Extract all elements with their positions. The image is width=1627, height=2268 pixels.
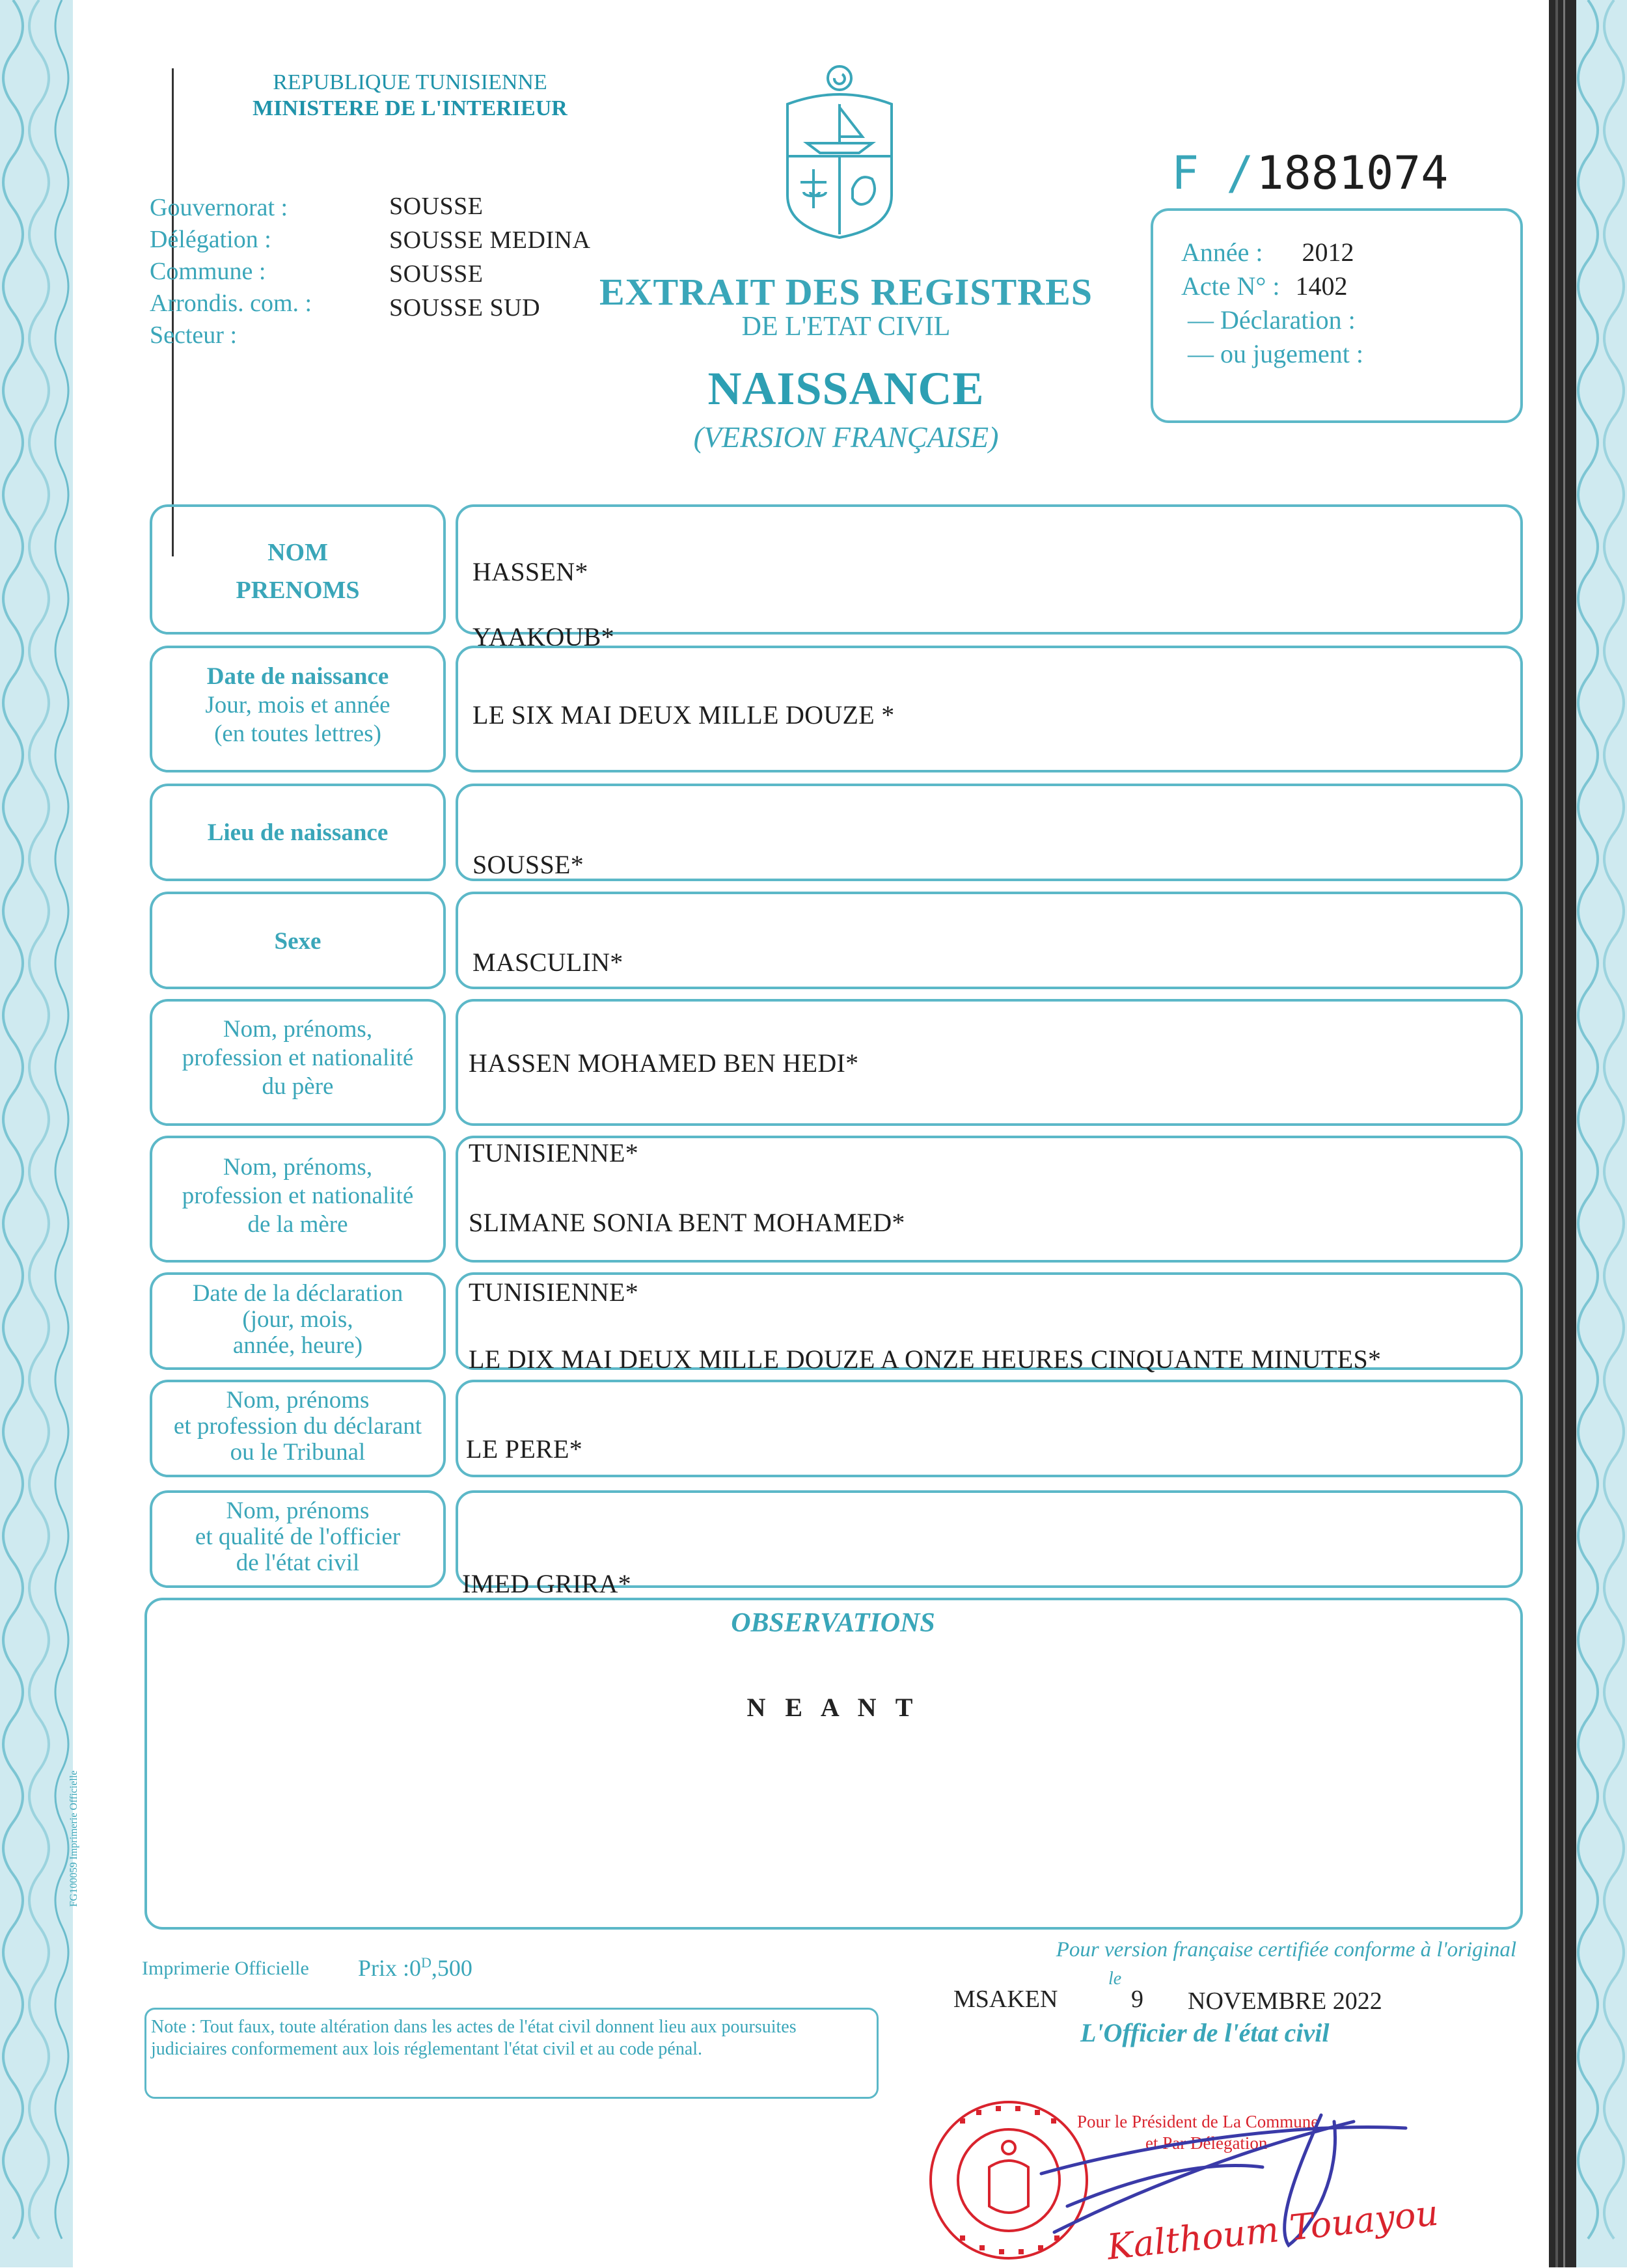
- lieu-value: SOUSSE*: [472, 850, 584, 879]
- jugement-label: — ou jugement :: [1188, 339, 1363, 368]
- left-guilloche-border: [0, 0, 73, 2267]
- delegation-value: SOUSSE MEDINA: [389, 226, 591, 254]
- declarant-label: [150, 1387, 446, 1466]
- date-le: le: [1108, 1969, 1122, 1989]
- declarant-value: LE PERE*: [466, 1434, 583, 1464]
- ministry-header: MINISTERE DE L'INTERIEUR: [253, 96, 567, 120]
- dob-label-1: Date de naissance: [206, 663, 389, 690]
- nom-label-text: NOM: [267, 539, 328, 566]
- gouvernorat-value: SOUSSE: [389, 193, 484, 220]
- side-printer-text: FG100059 Imprimerie Officielle: [68, 1770, 79, 1907]
- declaration-date-value: LE DIX MAI DEUX MILLE DOUZE A ONZE HEURES CINQUANTE MINUTES*: [469, 1345, 1382, 1374]
- declarant-label-1: Nom, prénoms: [226, 1387, 370, 1414]
- acte-label: Acte N° :: [1181, 271, 1280, 301]
- declaration-date-label: [150, 1281, 446, 1359]
- mere-label-2: profession et nationalité: [182, 1182, 414, 1209]
- declarant-value-box: [456, 1380, 1523, 1477]
- pere-label-3: du père: [262, 1073, 334, 1100]
- dob-value: LE SIX MAI DEUX MILLE DOUZE *: [472, 700, 895, 730]
- dob-label: [150, 663, 446, 748]
- mere-label-1: Nom, prénoms,: [223, 1154, 373, 1181]
- mere-value: SLIMANE SONIA BENT MOHAMED*: [469, 1208, 905, 1237]
- nom-value: HASSEN*: [472, 557, 588, 586]
- title-naissance: NAISSANCE: [707, 362, 985, 415]
- annee-value: 2012: [1302, 238, 1354, 267]
- mere-nationality: TUNISIENNE*: [469, 1277, 639, 1307]
- price-prefix: Prix :0: [358, 1955, 422, 1981]
- dob-label-3: (en toutes lettres): [214, 720, 381, 747]
- serial-prefix: F /: [1171, 146, 1254, 200]
- dob-label-2: Jour, mois et année: [205, 692, 390, 718]
- certification-text: Pour version française certifiée conforme à l'original: [1056, 1938, 1516, 1961]
- price-suffix: ,500: [431, 1955, 472, 1981]
- mere-label-3: de la mère: [247, 1211, 348, 1238]
- right-guilloche-border: [1549, 0, 1627, 2267]
- acte-row: [1181, 269, 1363, 303]
- annee-row: [1181, 236, 1363, 269]
- note-text: Note : Tout faux, toute altération dans les actes de l'état civil donnent lieu aux poursuites judiciaires conformement aux lois réglementant l'état civil et au code pénal.: [151, 2017, 797, 2059]
- pere-label-1: Nom, prénoms,: [223, 1016, 373, 1043]
- observations-box: [144, 1598, 1523, 1930]
- nom-label: [150, 534, 446, 609]
- lieu-value-box: [456, 784, 1523, 881]
- title-version: (VERSION FRANÇAISE): [693, 420, 999, 454]
- officer-title: L'Officier de l'état civil: [1080, 2018, 1330, 2047]
- commune-value: SOUSSE: [389, 260, 484, 288]
- pere-nationality: TUNISIENNE*: [469, 1138, 639, 1168]
- stamp-line-1: Pour le Président de La Commune: [1077, 2112, 1319, 2131]
- observations-value: N E A N T: [746, 1693, 920, 1722]
- serial-number: [1171, 146, 1448, 200]
- location-labels: [150, 192, 371, 351]
- registry-content: [1181, 236, 1363, 371]
- commune-label: Commune :: [150, 258, 266, 285]
- signature-name: Kalthoum Touayou: [1105, 2192, 1440, 2268]
- lieu-label: Lieu de naissance: [207, 819, 389, 846]
- secteur-label: Secteur :: [150, 321, 238, 349]
- imprimerie-text: Imprimerie Officielle: [142, 1958, 309, 1979]
- decl-label-3: année, heure): [232, 1332, 363, 1359]
- price-text: [358, 1954, 472, 1982]
- republic-header: REPUBLIQUE TUNISIENNE: [273, 70, 547, 94]
- officier-value: IMED GRIRA*: [462, 1569, 631, 1598]
- decl-label-2: (jour, mois,: [242, 1306, 353, 1333]
- month-year-value: NOVEMBRE 2022: [1188, 1988, 1382, 2015]
- pere-label: [150, 1015, 446, 1101]
- annee-label: Année :: [1181, 238, 1263, 267]
- delegation-label: Délégation :: [150, 226, 271, 253]
- officier-label-3: de l'état civil: [236, 1550, 360, 1576]
- gouvernorat-label: Gouvernorat :: [150, 194, 288, 221]
- price-superscript: D: [421, 1954, 431, 1971]
- arrondissement-label: Arrondis. com. :: [150, 290, 312, 317]
- pere-value: HASSEN MOHAMED BEN HEDI*: [469, 1048, 859, 1078]
- prenoms-value: YAAKOUB*: [472, 622, 614, 651]
- prenoms-label-text: PRENOMS: [236, 577, 360, 604]
- decl-label-1: Date de la déclaration: [192, 1280, 403, 1307]
- title-etat-civil: DE L'ETAT CIVIL: [741, 312, 951, 342]
- day-value: 9: [1131, 1986, 1143, 2013]
- title-extrait: EXTRAIT DES REGISTRES: [599, 271, 1093, 313]
- declarant-label-3: ou le Tribunal: [230, 1439, 366, 1466]
- arrondissement-value: SOUSSE SUD: [389, 294, 541, 321]
- acte-value: 1402: [1295, 271, 1348, 301]
- officier-label: [150, 1498, 446, 1576]
- sexe-value: MASCULIN*: [472, 948, 623, 977]
- pere-label-2: profession et nationalité: [182, 1045, 414, 1071]
- officier-label-1: Nom, prénoms: [226, 1497, 370, 1524]
- declaration-label: — Déclaration :: [1188, 305, 1356, 335]
- mere-label: [150, 1153, 446, 1239]
- serial-value: 1881074: [1256, 146, 1449, 200]
- mere-value-box: [456, 1136, 1523, 1263]
- coat-of-arms-icon: [774, 59, 905, 241]
- observations-label: OBSERVATIONS: [731, 1608, 935, 1638]
- declarant-label-2: et profession du déclarant: [173, 1413, 422, 1440]
- city-value: MSAKEN: [953, 1986, 1058, 2013]
- stamp-line-2: et Par Délégation: [1145, 2133, 1268, 2153]
- officier-label-2: et qualité de l'officier: [195, 1523, 401, 1550]
- nom-value-box: [456, 504, 1523, 635]
- sexe-label: Sexe: [274, 928, 321, 955]
